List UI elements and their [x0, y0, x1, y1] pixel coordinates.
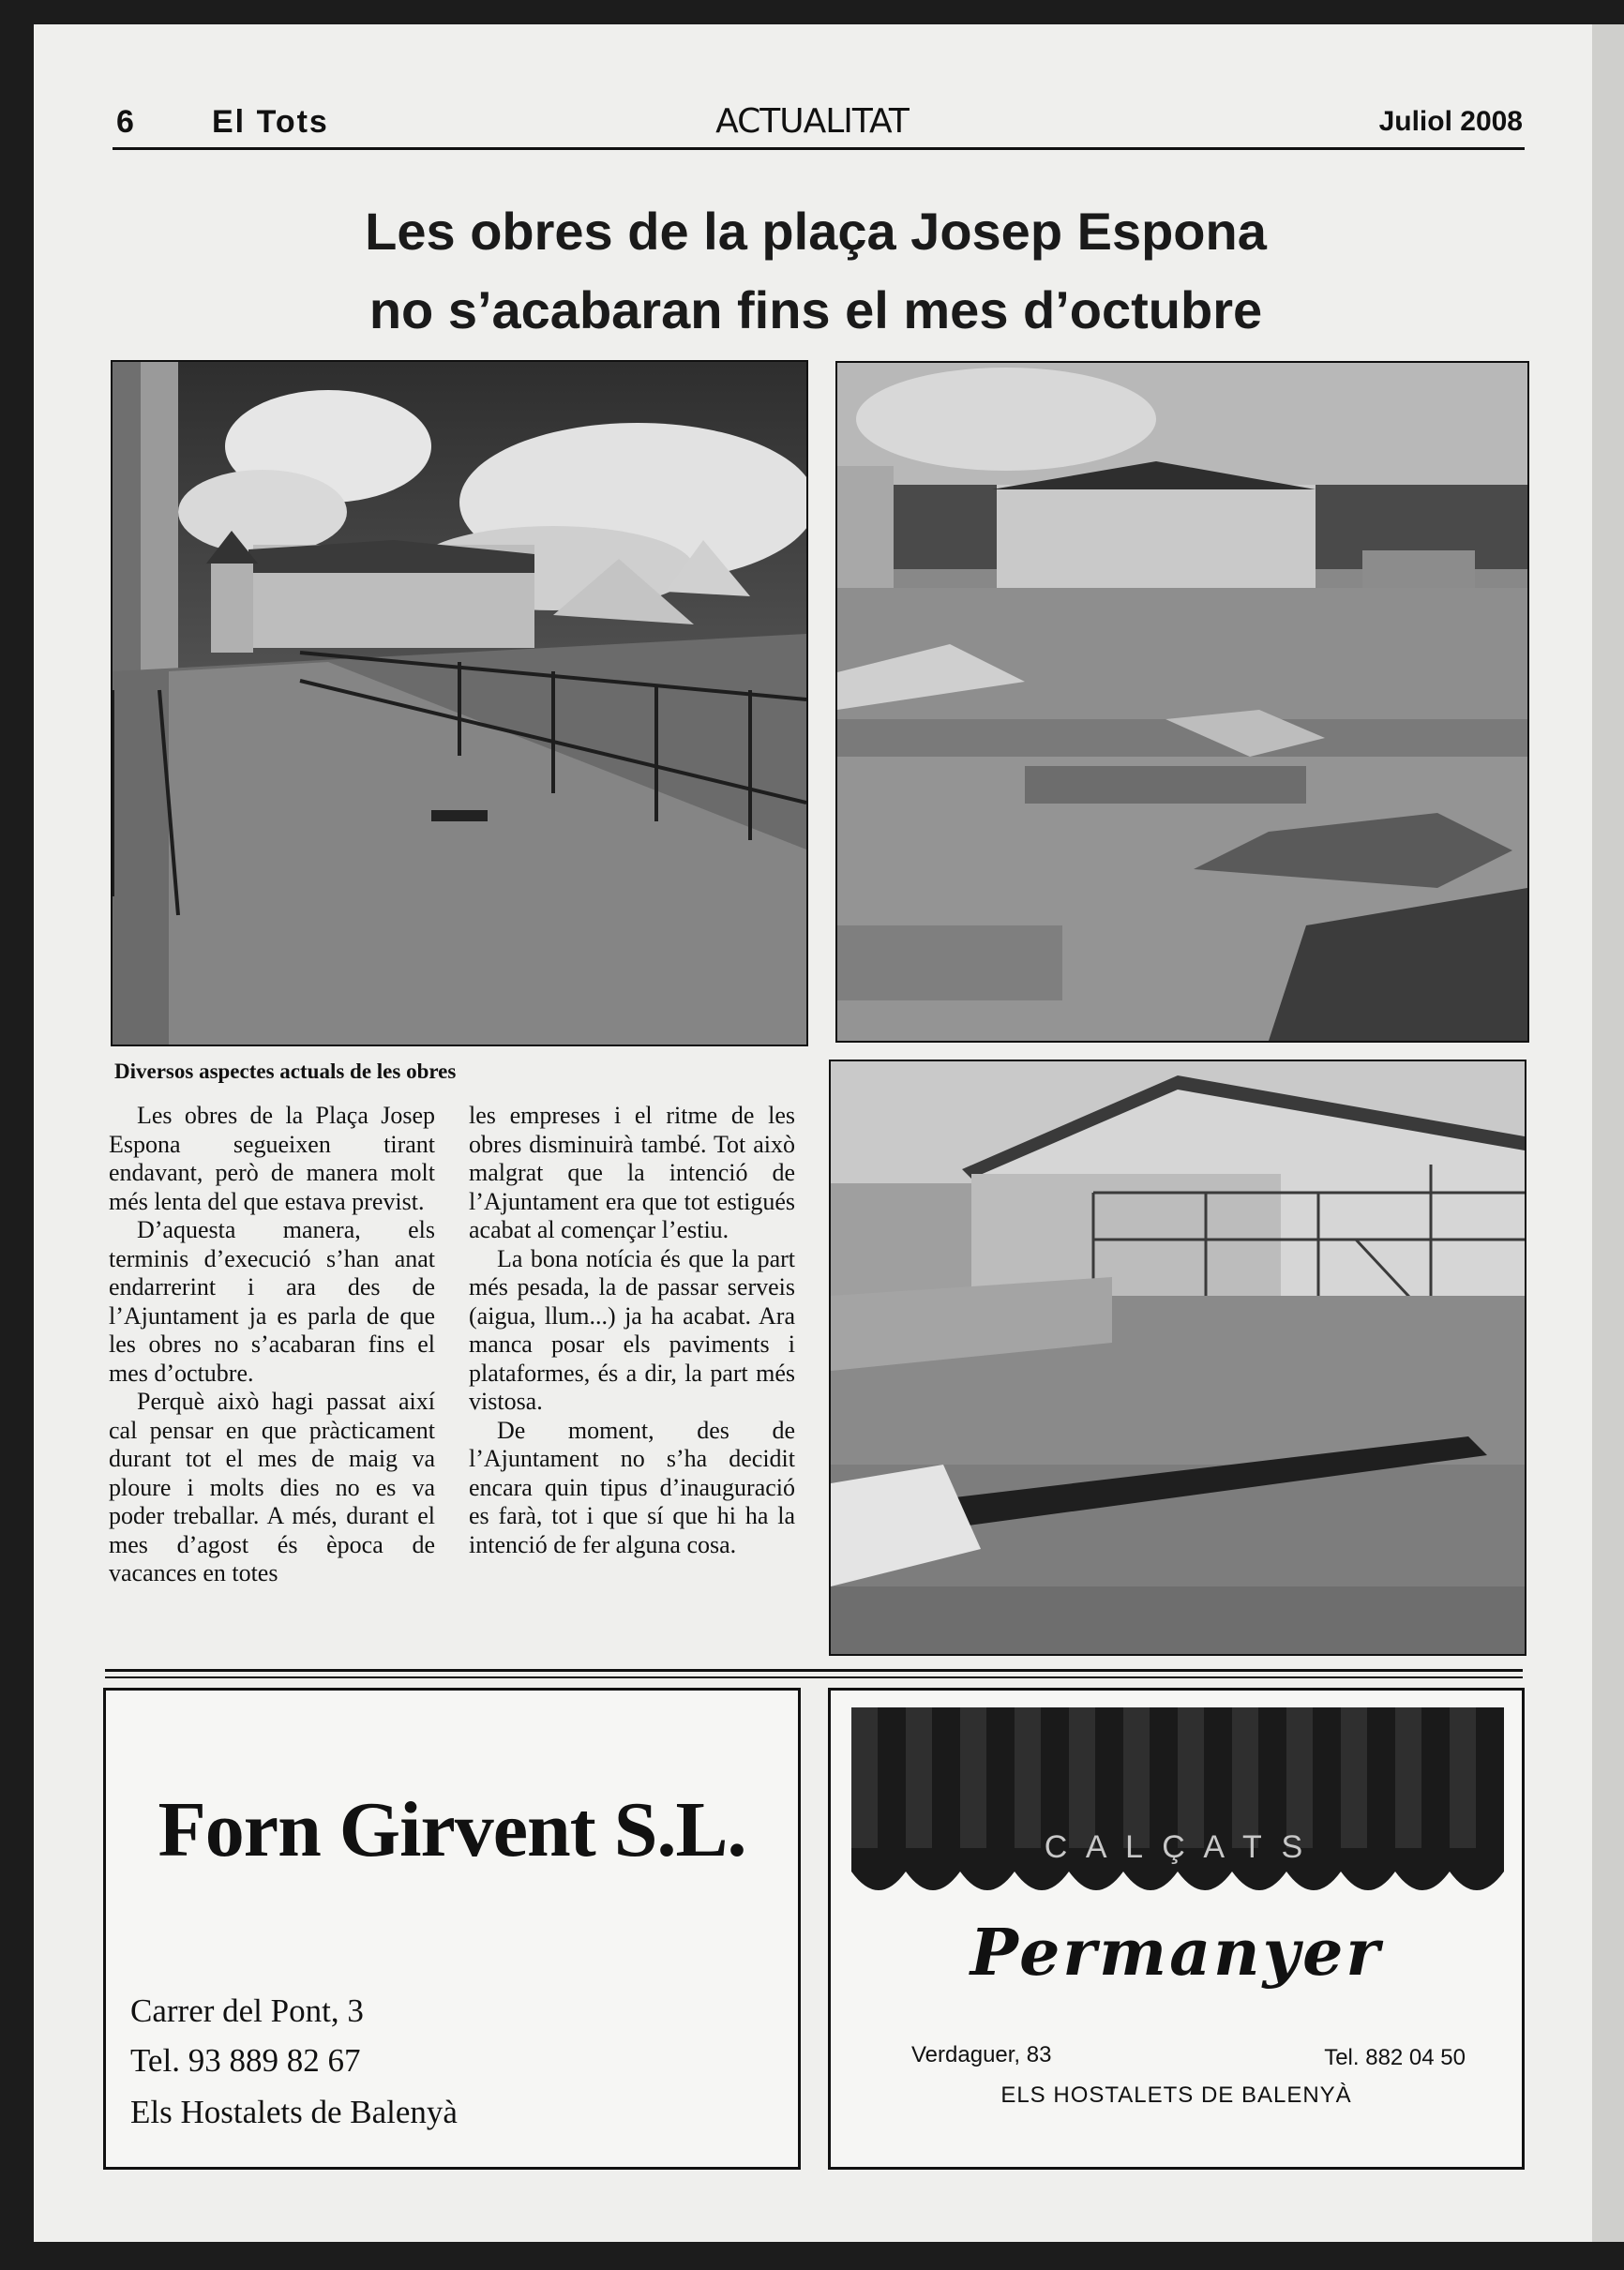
- section-name: ACTUALITAT: [715, 102, 909, 141]
- photo-building-scaffolding: [829, 1060, 1526, 1656]
- header-rule: [113, 147, 1525, 150]
- ad-separator-rule: [105, 1676, 1523, 1678]
- paragraph: Perquè això hagi passat així cal pensar en que pràcticament durant tot el mes de maig va ploure i molts dies no es va poder treballar. A més, durant el mes d’agost és època de vacances en totes: [109, 1388, 435, 1586]
- headline-line-1: Les obres de la plaça Josep Espona: [365, 202, 1267, 261]
- page-number: 6: [116, 104, 134, 140]
- ad-town: ELS HOSTALETS DE BALENYÀ: [1000, 2082, 1352, 2108]
- ad-address: Verdaguer, 83: [911, 2042, 1052, 2067]
- paragraph: La bona notícia és que la part més pesada, la de passar serveis (aigua, llum...) ja ha acabat. Ara manca posar els paviments i plataformes, és a dir, la part més vistosa.: [469, 1244, 795, 1415]
- publication-name: El Tots: [212, 104, 329, 140]
- ad-brand-name: Permanyer: [970, 1916, 1383, 1991]
- awning-graphic: [851, 1707, 1504, 1914]
- ad-forn-girvent: [103, 1688, 801, 2170]
- photo-street-fences: [111, 360, 808, 1046]
- ad-separator-rule: [105, 1669, 1523, 1672]
- article-column-2: [469, 1102, 795, 1559]
- article-column-1: [109, 1102, 435, 1588]
- photo-caption: Diversos aspectes actuals de les obres: [114, 1060, 457, 1083]
- paragraph: De moment, des de l’Ajuntament no s’ha decidit encara quin tipus d’inauguració es farà, tot i que sí que hi ha la intenció de fer alguna cosa.: [469, 1416, 795, 1558]
- article-headline: [188, 192, 1444, 350]
- ad-address: Carrer del Pont, 3: [130, 1992, 364, 2029]
- photo-construction-site: [835, 361, 1529, 1043]
- ad-calcats-permanyer: [828, 1688, 1525, 2170]
- headline-line-2: no s’acabaran fins el mes d’octubre: [368, 280, 1263, 339]
- paragraph: les empreses i el ritme de les obres disminuirà també. Tot això malgrat que la intenció de l’Ajuntament era que tot estigués acabat al començar l’estiu.: [469, 1102, 795, 1243]
- awning-text: C A L Ç A T S: [1044, 1829, 1309, 1865]
- ad-town: Els Hostalets de Balenyà: [130, 2094, 458, 2130]
- issue-date: Juliol 2008: [1378, 106, 1523, 137]
- paragraph: Les obres de la Plaça Josep Espona segueixen tirant endavant, però de manera molt més lenta del que estava previst.: [109, 1102, 435, 1215]
- ad-phone: Tel. 882 04 50: [1324, 2045, 1466, 2070]
- ad-phone: Tel. 93 889 82 67: [130, 2042, 361, 2079]
- paragraph: D’aquesta manera, els terminis d’execució s’han anat endarrerint i ara des de l’Ajuntament ja es parla de que les obres no s’acabaran fins el mes d’octubre.: [109, 1216, 435, 1387]
- next-page-edge: [1592, 24, 1624, 2242]
- ad-business-name: Forn Girvent S.L.: [158, 1786, 746, 1873]
